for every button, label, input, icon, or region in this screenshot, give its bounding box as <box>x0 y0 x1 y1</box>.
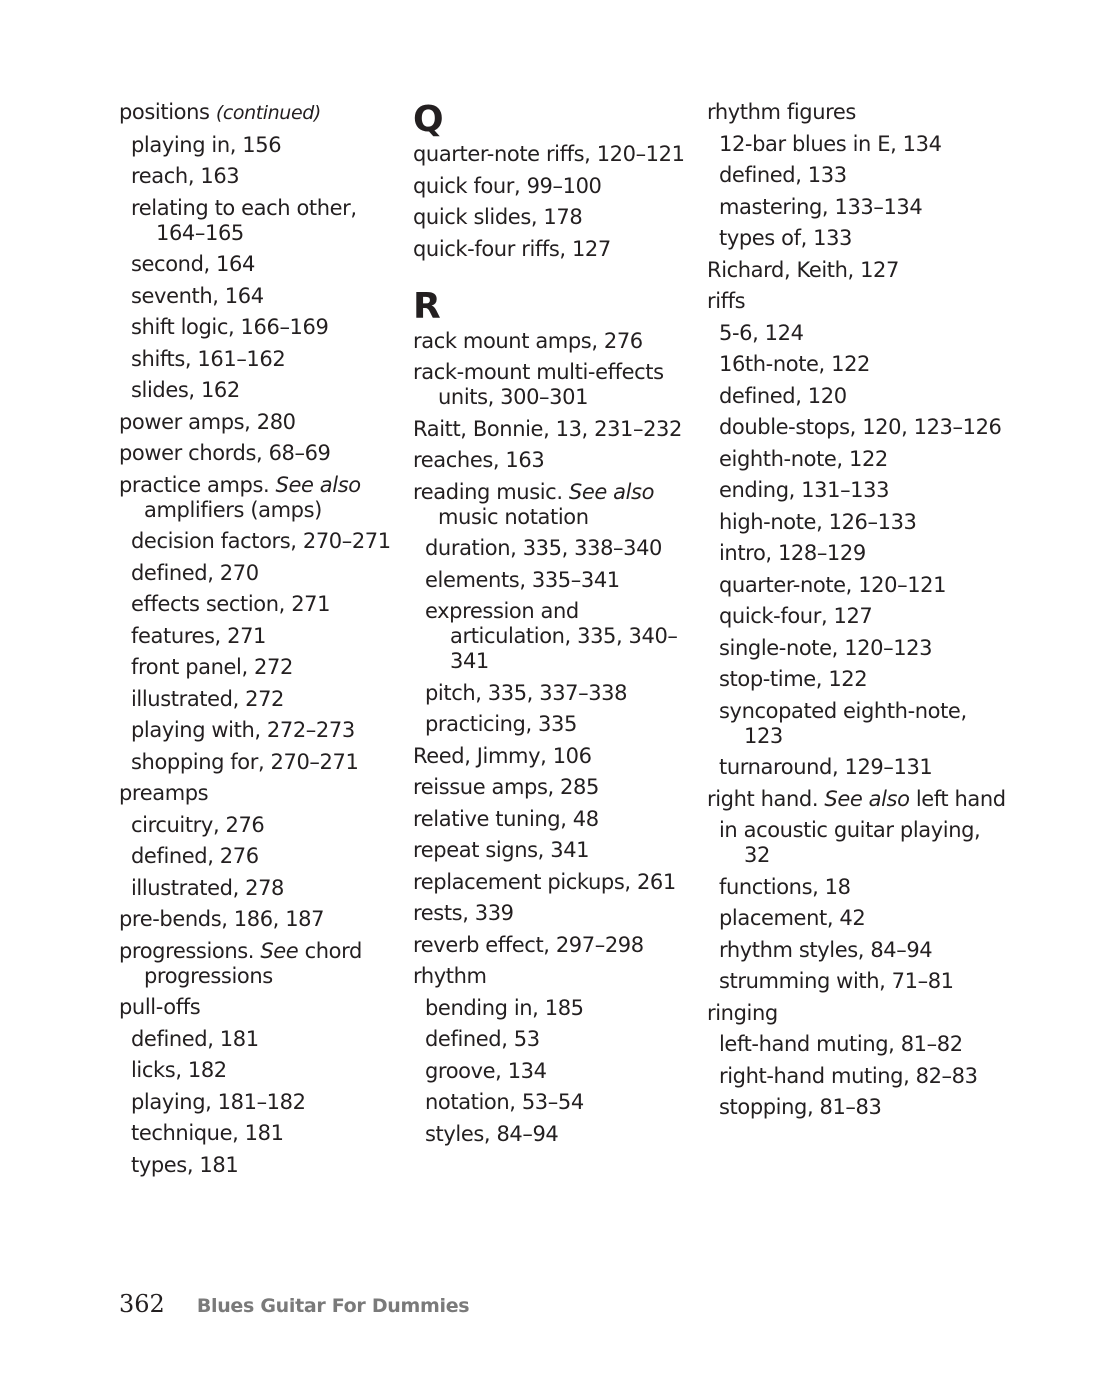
index-subentry <box>413 1090 698 1115</box>
entry-text: syncopated eighth-note, 123 <box>719 698 967 748</box>
index-subentry <box>707 510 1007 535</box>
index-subentry <box>707 1095 1007 1120</box>
index-subentry <box>413 568 698 593</box>
index-subentry <box>707 195 1007 220</box>
entry-text: features, 271 <box>131 623 266 648</box>
index-subentry <box>707 755 1007 780</box>
entry-text: quick-four riffs, 127 <box>413 236 611 261</box>
entry-text: rack mount amps, 276 <box>413 328 643 353</box>
index-subentry <box>119 813 399 838</box>
index-subentry <box>707 969 1007 994</box>
index-subentry <box>119 655 399 680</box>
entry-text: eighth-note, 122 <box>719 446 888 471</box>
entry-text: stop-time, 122 <box>719 667 868 691</box>
entry-text: in acoustic guitar playing, 32 <box>719 818 981 867</box>
entry-text: licks, 182 <box>131 1058 227 1082</box>
entry-text: pull-offs <box>119 995 201 1019</box>
index-entry <box>119 100 399 126</box>
index-entry <box>413 807 698 832</box>
entry-text: reaches, 163 <box>413 448 545 472</box>
index-subentry <box>707 447 1007 472</box>
entry-text: right-hand muting, 82–83 <box>719 1063 978 1088</box>
index-entry <box>707 258 1007 283</box>
entry-text: technique, 181 <box>131 1121 284 1145</box>
entry-text: turnaround, 129–131 <box>719 755 933 779</box>
entry-text: stopping, 81–83 <box>719 1095 882 1119</box>
entry-text: quick-four, 127 <box>719 604 873 628</box>
index-entry <box>413 964 698 989</box>
entry-text: seventh, 164 <box>131 283 264 308</box>
index-subentry <box>707 906 1007 931</box>
entry-text: slides, 162 <box>131 378 240 402</box>
entry-text: front panel, 272 <box>131 655 293 679</box>
index-subentry <box>413 996 698 1021</box>
index-entry <box>413 205 698 230</box>
index-subentry <box>119 750 399 775</box>
index-subentry <box>119 315 399 340</box>
index-entry <box>119 441 399 466</box>
index-column-2 <box>413 100 698 1153</box>
entry-text: defined, 120 <box>719 383 847 408</box>
index-subentry <box>119 561 399 586</box>
index-subentry <box>707 938 1007 963</box>
entry-text: reverb effect, 297–298 <box>413 932 644 957</box>
entry-text: practicing, 335 <box>425 712 577 736</box>
entry-text: mastering, 133–134 <box>719 194 923 219</box>
index-subentry <box>119 1121 399 1146</box>
index-subentry <box>119 1027 399 1052</box>
entry-text: styles, 84–94 <box>425 1121 559 1146</box>
index-entry <box>707 100 1007 125</box>
index-subentry <box>707 699 1007 749</box>
index-subentry <box>119 592 399 617</box>
entry-text: rhythm figures <box>707 100 856 124</box>
see-reference-label: See also <box>275 472 361 497</box>
index-entry <box>413 417 698 442</box>
index-subentry <box>119 196 399 246</box>
index-subentry <box>707 226 1007 251</box>
entry-text: pre-bends, 186, 187 <box>119 907 325 931</box>
index-entry <box>413 838 698 863</box>
entry-text: illustrated, 272 <box>131 686 285 711</box>
index-subentry <box>707 541 1007 566</box>
index-subentry <box>119 133 399 158</box>
index-entry <box>707 289 1007 314</box>
index-entry <box>413 142 698 167</box>
entry-text: quarter-note, 120–121 <box>719 572 947 597</box>
index-entry <box>119 473 399 523</box>
entry-text: expression and articulation, 335, 340–341 <box>425 599 678 673</box>
index-entry <box>707 787 1007 812</box>
entry-text: reading music. <box>413 479 563 504</box>
entry-text: pitch, 335, 337–338 <box>425 680 628 705</box>
index-entry <box>413 448 698 473</box>
entry-text: power amps, 280 <box>119 409 296 434</box>
entry-text: strumming with, 71–81 <box>719 969 954 993</box>
index-subentry <box>707 818 1007 868</box>
index-entry <box>413 174 698 199</box>
section-letter-heading: Q <box>413 99 444 140</box>
index-subentry <box>707 478 1007 503</box>
index-subentry <box>413 536 698 561</box>
continued-note: (continued) <box>215 102 321 124</box>
entry-text: progressions. <box>119 938 255 963</box>
index-subentry <box>413 681 698 706</box>
entry-text: repeat signs, 341 <box>413 838 590 862</box>
index-entry <box>413 360 698 410</box>
index-subentry <box>413 712 698 737</box>
index-entry <box>119 781 399 806</box>
index-subentry <box>707 321 1007 346</box>
index-subentry <box>707 352 1007 377</box>
index-column-1 <box>119 100 399 1184</box>
entry-text: right hand. <box>707 786 819 811</box>
entry-text: positions <box>119 100 210 124</box>
index-subentry <box>119 164 399 189</box>
index-subentry <box>413 1122 698 1147</box>
entry-text: Reed, Jimmy, 106 <box>413 743 592 768</box>
entry-text: reach, 163 <box>131 164 240 188</box>
entry-text: effects section, 271 <box>131 592 331 616</box>
entry-text: shifts, 161–162 <box>131 346 286 371</box>
index-entry <box>119 410 399 435</box>
index-subentry <box>707 1032 1007 1057</box>
see-reference-target: chord progressions <box>144 938 362 988</box>
entry-text: functions, 18 <box>719 874 851 899</box>
index-subentry <box>119 529 399 554</box>
index-subentry <box>119 876 399 901</box>
index-subentry <box>119 718 399 743</box>
entry-text: circuitry, 276 <box>131 812 265 837</box>
index-subentry <box>119 1090 399 1115</box>
index-subentry <box>119 1153 399 1178</box>
entry-text: rests, 339 <box>413 901 514 925</box>
entry-text: groove, 134 <box>425 1058 547 1083</box>
entry-text: defined, 53 <box>425 1027 540 1051</box>
entry-text: high-note, 126–133 <box>719 509 917 534</box>
entry-text: shift logic, 166–169 <box>131 315 329 339</box>
entry-text: rhythm styles, 84–94 <box>719 937 933 962</box>
index-subentry <box>119 378 399 403</box>
index-subentry <box>707 573 1007 598</box>
entry-text: quick slides, 178 <box>413 205 583 229</box>
index-subentry <box>707 636 1007 661</box>
entry-text: duration, 335, 338–340 <box>425 536 663 560</box>
section-letter-heading: R <box>413 285 441 327</box>
entry-text: bending in, 185 <box>425 995 584 1020</box>
index-entry <box>119 939 399 989</box>
entry-text: 16th-note, 122 <box>719 352 870 376</box>
page-number: 362 <box>119 1290 165 1318</box>
index-entry <box>413 744 698 769</box>
index-entry <box>707 1001 1007 1026</box>
index-subentry <box>707 415 1007 440</box>
index-subentry <box>707 384 1007 409</box>
entry-text: playing, 181–182 <box>131 1089 306 1114</box>
see-reference-target: music notation <box>438 504 589 529</box>
entry-text: Raitt, Bonnie, 13, 231–232 <box>413 416 682 441</box>
entry-text: ending, 131–133 <box>719 478 890 502</box>
index-subentry <box>413 1059 698 1084</box>
index-subentry <box>119 1058 399 1083</box>
see-reference-label: See also <box>824 786 910 811</box>
see-reference-label: See also <box>568 479 655 504</box>
index-entry <box>413 775 698 800</box>
index-subentry <box>413 599 698 674</box>
entry-text: types of, 133 <box>719 226 853 250</box>
entry-text: ringing <box>707 1000 778 1025</box>
index-entry <box>119 907 399 932</box>
entry-text: elements, 335–341 <box>425 567 620 592</box>
index-entry <box>413 933 698 958</box>
entry-text: Richard, Keith, 127 <box>707 257 899 282</box>
entry-text: relative tuning, 48 <box>413 806 599 831</box>
entry-text: 5-6, 124 <box>719 320 804 345</box>
index-subentry <box>707 1064 1007 1089</box>
entry-text: power chords, 68–69 <box>119 441 331 465</box>
entry-text: preamps <box>119 781 209 805</box>
index-subentry <box>119 687 399 712</box>
index-entry <box>413 329 698 354</box>
see-reference-target: left hand <box>915 786 1006 811</box>
entry-text: left-hand muting, 81–82 <box>719 1032 963 1056</box>
entry-text: relating to each other, 164–165 <box>131 195 357 245</box>
entry-text: notation, 53–54 <box>425 1090 584 1114</box>
index-subentry <box>119 624 399 649</box>
entry-text: riffs <box>707 289 746 313</box>
running-title: Blues Guitar For Dummies <box>196 1295 470 1317</box>
index-subentry <box>119 347 399 372</box>
entry-text: defined, 270 <box>131 560 259 585</box>
entry-text: practice amps. <box>119 472 270 497</box>
index-entry <box>413 237 698 262</box>
index-subentry <box>707 132 1007 157</box>
page-footer <box>119 1290 469 1318</box>
index-entry <box>413 870 698 895</box>
index-subentry <box>707 604 1007 629</box>
index-entry <box>413 901 698 926</box>
entry-text: quarter-note riffs, 120–121 <box>413 142 685 166</box>
index-subentry <box>413 1027 698 1052</box>
entry-text: quick four, 99–100 <box>413 173 602 198</box>
entry-text: decision factors, 270–271 <box>131 529 391 553</box>
see-reference-target: amplifiers (amps) <box>144 497 322 522</box>
entry-text: reissue amps, 285 <box>413 775 599 799</box>
entry-text: types, 181 <box>131 1152 239 1177</box>
entry-text: replacement pickups, 261 <box>413 869 676 894</box>
entry-text: illustrated, 278 <box>131 875 285 900</box>
index-subentry <box>119 284 399 309</box>
entry-text: rhythm <box>413 964 487 988</box>
see-reference-label: See <box>260 938 299 963</box>
index-entry <box>413 480 698 530</box>
index-column-3 <box>707 100 1007 1127</box>
entry-text: shopping for, 270–271 <box>131 749 359 774</box>
entry-text: second, 164 <box>131 252 255 276</box>
index-subentry <box>119 252 399 277</box>
entry-text: 12-bar blues in E, 134 <box>719 131 942 156</box>
entry-text: defined, 276 <box>131 844 259 868</box>
entry-text: defined, 181 <box>131 1026 259 1051</box>
index-entry <box>119 995 399 1020</box>
entry-text: intro, 128–129 <box>719 541 866 565</box>
entry-text: playing with, 272–273 <box>131 718 355 742</box>
entry-text: playing in, 156 <box>131 132 282 157</box>
entry-text: single-note, 120–123 <box>719 635 933 660</box>
index-subentry <box>707 163 1007 188</box>
index-subentry <box>707 667 1007 692</box>
index-subentry <box>119 844 399 869</box>
entry-text: double-stops, 120, 123–126 <box>719 415 1002 439</box>
entry-text: rack-mount multi-effects units, 300–301 <box>413 360 664 409</box>
index-subentry <box>707 875 1007 900</box>
entry-text: defined, 133 <box>719 163 847 187</box>
entry-text: placement, 42 <box>719 906 866 930</box>
